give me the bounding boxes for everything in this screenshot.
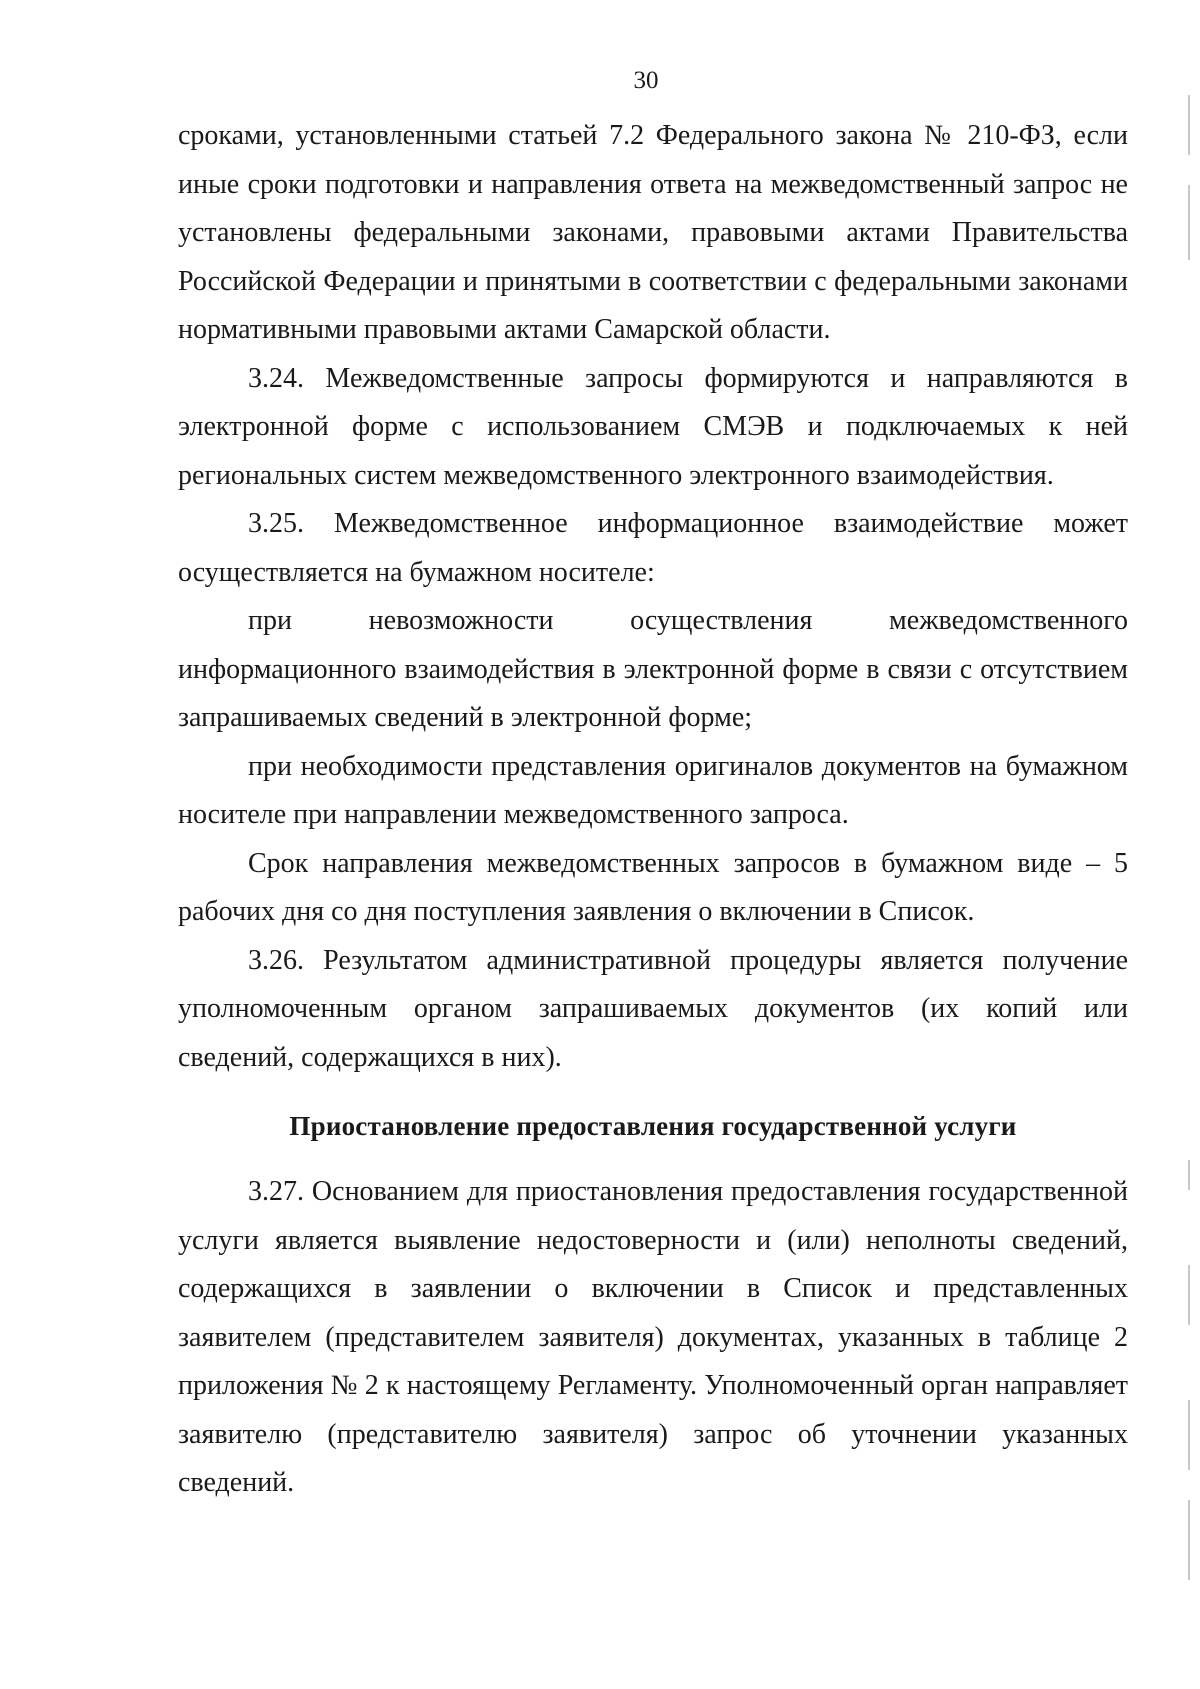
scan-edge-mark xyxy=(1188,185,1190,260)
scan-edge-mark xyxy=(1188,95,1190,155)
scan-edge-mark xyxy=(1188,1500,1190,1580)
paragraph-3-24: 3.24. Межведомственные запросы формируются и направляются в электронной форме с использованием СМЭВ и подключаемых к ней региональных систем межведомственного электронного взаимодействия. xyxy=(178,362,1128,491)
paragraph-3-25-item-1: при невозможности осуществления межведомственного информационного взаимодействия в электронной форме в связи с отсутствием запрашиваемых сведений в электронной форме; xyxy=(178,605,1128,733)
paragraph-3-25: 3.25. Межведомственное информационное взаимодействие может осуществляется на бумажном носителе: xyxy=(178,508,1128,588)
scan-edge-mark xyxy=(1188,1265,1190,1325)
section-heading: Приостановление предоставления государственной услуги xyxy=(289,1111,1017,1141)
page-number: 30 xyxy=(633,67,659,94)
paragraph-3-27: 3.27. Основанием для приостановления предоставления государственной услуги является выявление недостоверности и (или) неполноты сведений, содержащихся в заявлении о включении в Список и представленных заявителем (представителем заявителя) документах, указанных в таблице 2 приложения № 2 к настоящему Регламенту. Уполномоченный орган направляет заявителю (представителю заявителя) запрос об уточнении указанных сведений. xyxy=(178,1176,1128,1498)
paragraph-3-25-item-2: при необходимости представления оригиналов документов на бумажном носителе при направлении межведомственного запроса. xyxy=(178,750,1128,830)
scan-edge-mark xyxy=(1188,1160,1190,1190)
paragraph-continuation: сроками, установленными статьей 7.2 Федерального закона № 210-ФЗ, если иные сроки подготовки и направления ответа на межведомственный запрос не установлены федеральными законами, правовыми актами Правительства Российской Федерации и принятыми в соответствии с федеральными законами нормативными правовыми актами Самарской области. xyxy=(178,120,1128,345)
paragraph-3-26: 3.26. Результатом административной процедуры является получение уполномоченным органом запрашиваемых документов (их копий или сведений, содержащихся в них). xyxy=(178,944,1128,1073)
scan-edge-mark xyxy=(1188,1400,1190,1470)
document-body xyxy=(178,112,1128,1508)
paragraph-3-25-deadline: Срок направления межведомственных запросов в бумажном виде – 5 рабочих дня со дня поступления заявления о включении в Список. xyxy=(178,847,1128,927)
